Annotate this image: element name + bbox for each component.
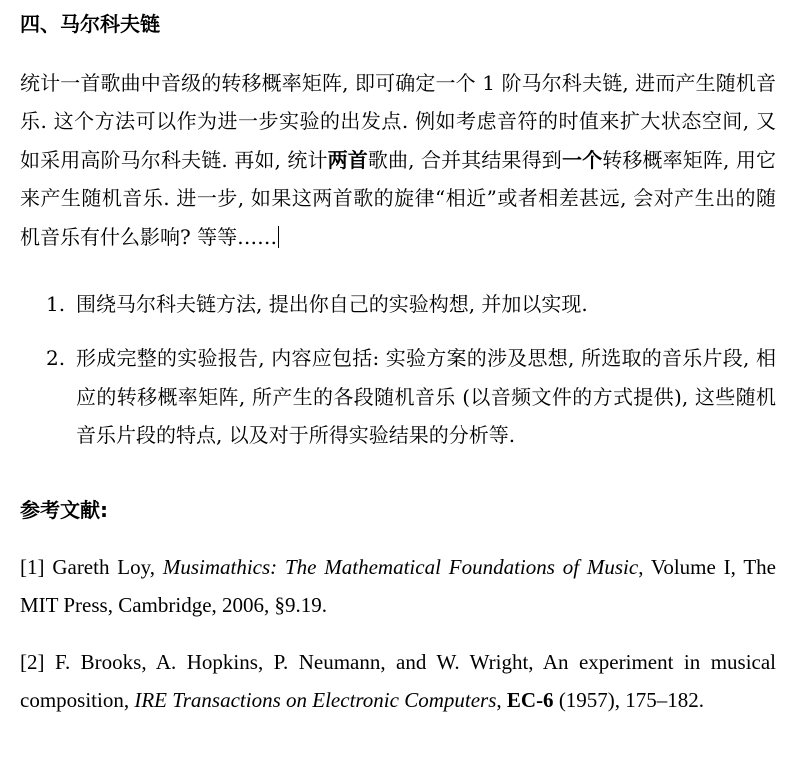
- reference-details: , Volume I, The MIT Press, Cambridge, 2006, §9.19.: [20, 555, 776, 618]
- reference-authors: Gareth Loy,: [52, 555, 155, 579]
- reference-item: [20, 643, 776, 720]
- reference-book-title: Musimathics: The Mathematical Foundations of Music: [162, 555, 639, 579]
- task-item: [20, 339, 776, 454]
- intro-bold-one-matrix: 一个: [561, 147, 603, 172]
- task-list: [20, 285, 776, 455]
- reference-label: [1]: [20, 555, 45, 579]
- intro-text-2: 歌曲, 合并其结果得到: [367, 147, 562, 172]
- task-number: 1.: [46, 292, 66, 316]
- reference-item: [20, 548, 776, 625]
- intro-paragraph: [20, 64, 776, 256]
- section-heading: 四、马尔科夫链: [20, 12, 160, 36]
- reference-label: [2]: [20, 650, 45, 674]
- task-text: 围绕马尔科夫链方法, 提出你自己的实验构想, 并加以实现.: [76, 292, 588, 316]
- intro-bold-two-songs: 两首: [327, 147, 368, 172]
- reference-authors: F. Brooks, A. Hopkins, P. Neumann, and W. Wright, An experiment in musical composition,: [20, 650, 777, 713]
- reference-separator: ,: [496, 688, 502, 713]
- task-text: 形成完整的实验报告, 内容应包括: 实验方案的涉及思想, 所选取的音乐片段, 相应的转移概率矩阵, 所产生的各段随机音乐 (以音频文件的方式提供), 这些随机音乐片段的特点, 以及对于所得实验结果的分析等.: [76, 346, 776, 448]
- reference-volume: EC-6: [506, 688, 554, 713]
- text-cursor: [278, 226, 279, 248]
- task-number: 2.: [46, 346, 66, 371]
- task-item: [20, 285, 776, 323]
- intro-text-1: 统计一首歌曲中音级的转移概率矩阵, 即可确定一个 1 阶马尔科夫链, 进而产生随机音乐. 这个方法可以作为进一步实验的出发点. 例如考虑音符的时值来扩大状态空间, 又如采用高阶马尔科夫链. 再如, 统计: [20, 71, 776, 172]
- references-heading: 参考文献:: [20, 498, 108, 522]
- reference-journal: IRE Transactions on Electronic Computers: [134, 688, 497, 713]
- reference-details: (1957), 175–182.: [558, 688, 705, 713]
- intro-text-3: 转移概率矩阵, 用它来产生随机音乐. 进一步, 如果这两首歌的旋律“相近”或者相差甚远, 会对产生出的随机音乐有什么影响? 等等……: [20, 147, 777, 249]
